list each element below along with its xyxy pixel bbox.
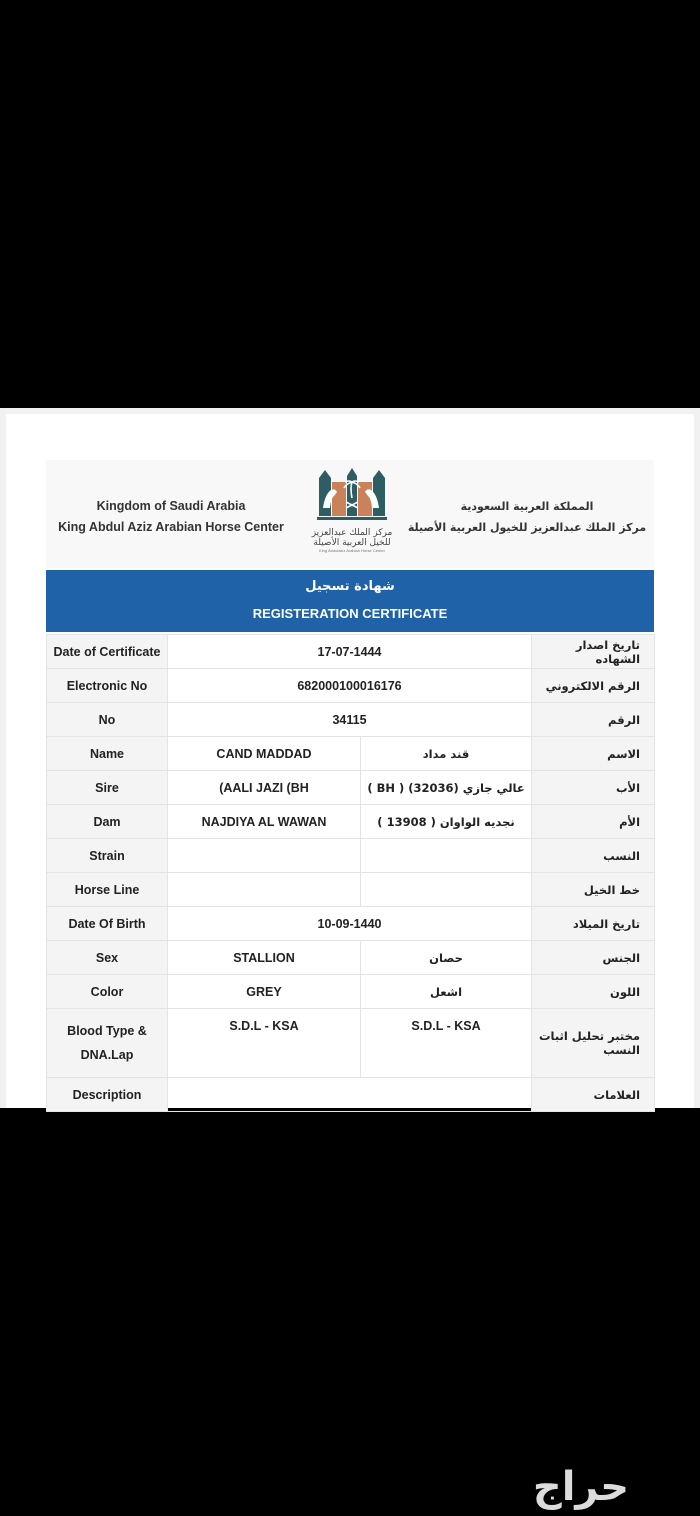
ar-label-date-of-birth: تاريخ الميلاد	[532, 907, 655, 941]
value-date-of-birth: 10-09-1440	[168, 907, 532, 941]
ar-label-blood-type-line2: النسب	[603, 1043, 641, 1057]
value-no: 34115	[168, 703, 532, 737]
value-sex-ar: حصان	[361, 941, 532, 975]
ar-label-name: الاسم	[532, 737, 655, 771]
value-name-en: CAND MADDAD	[168, 737, 361, 771]
certificate-screenshot	[0, 408, 700, 1108]
ar-label-strain: النسب	[532, 839, 655, 873]
ar-label-blood-type-line1: مختبر تحليل اثبات	[538, 1029, 641, 1043]
header-arabic	[402, 496, 652, 538]
header-english	[46, 496, 296, 538]
value-dam-ar: نجديه الواوان ( 13908 )	[361, 805, 532, 839]
ar-label-horse-line: خط الخيل	[532, 873, 655, 907]
label-description: Description	[47, 1078, 168, 1112]
header-ar-center: مركز الملك عبدالعزيز للخيول العربية الأصيلة	[407, 521, 647, 534]
label-strain: Strain	[47, 839, 168, 873]
ar-label-dam: الأم	[532, 805, 655, 839]
row-horse-line	[47, 873, 655, 907]
label-blood-type	[47, 1009, 168, 1078]
label-electronic-no: Electronic No	[47, 669, 168, 703]
value-sire-en: (AALI JAZI (BH	[168, 771, 361, 805]
logo-english-caption: King Abdulaziz Arabian Horse Center	[319, 548, 385, 553]
row-description	[47, 1078, 655, 1112]
ar-label-no: الرقم	[532, 703, 655, 737]
logo-arabic-line2: للخيل العربية الأصيلة	[313, 538, 391, 548]
row-name	[47, 737, 655, 771]
ar-label-sire: الأب	[532, 771, 655, 805]
value-horse-line-en	[168, 873, 361, 907]
value-blood-type-en: S.D.L - KSA	[168, 1009, 361, 1078]
ar-label-description: العلامات	[532, 1078, 655, 1112]
horse-center-logo-icon	[317, 468, 387, 524]
value-color-en: GREY	[168, 975, 361, 1009]
label-sex: Sex	[47, 941, 168, 975]
row-no	[47, 703, 655, 737]
row-sex	[47, 941, 655, 975]
ar-label-sex: الجنس	[532, 941, 655, 975]
certificate-header	[46, 460, 654, 568]
value-sire-ar: عالي جازي (32036) ( BH )	[361, 771, 532, 805]
row-electronic-no	[47, 669, 655, 703]
certificate-table	[46, 634, 655, 1112]
value-horse-line-ar	[361, 873, 532, 907]
row-sire	[47, 771, 655, 805]
banner-arabic-title: شهادة تسجيل	[305, 579, 395, 594]
row-blood-type	[47, 1009, 655, 1078]
value-description	[168, 1078, 532, 1112]
row-color	[47, 975, 655, 1009]
value-color-ar: اشعل	[361, 975, 532, 1009]
value-strain-ar	[361, 839, 532, 873]
label-sire: Sire	[47, 771, 168, 805]
label-color: Color	[47, 975, 168, 1009]
row-strain	[47, 839, 655, 873]
ar-label-color: اللون	[532, 975, 655, 1009]
value-sex-en: STALLION	[168, 941, 361, 975]
label-blood-type-line1: Blood Type &	[67, 1024, 147, 1038]
row-date-of-birth	[47, 907, 655, 941]
row-dam	[47, 805, 655, 839]
center-logo	[300, 468, 404, 568]
value-name-ar: قند مداد	[361, 737, 532, 771]
value-strain-en	[168, 839, 361, 873]
ar-label-blood-type	[532, 1009, 655, 1078]
label-date-of-birth: Date Of Birth	[47, 907, 168, 941]
label-blood-type-line2: DNA.Lap	[80, 1048, 134, 1062]
label-no: No	[47, 703, 168, 737]
label-dam: Dam	[47, 805, 168, 839]
row-date-of-certificate	[47, 635, 655, 669]
header-en-country: Kingdom of Saudi Arabia	[96, 499, 246, 513]
header-ar-country: المملكة العربية السعودية	[460, 500, 594, 513]
value-dam-en: NAJDIYA AL WAWAN	[168, 805, 361, 839]
label-name: Name	[47, 737, 168, 771]
label-date-of-certificate: Date of Certificate	[47, 635, 168, 669]
value-date-of-certificate: 17-07-1444	[168, 635, 532, 669]
logo-arabic-line1: مركز الملك عبدالعزيز	[311, 528, 393, 538]
watermark-text: حراج	[532, 1464, 630, 1510]
certificate-title-banner	[46, 570, 654, 632]
haraj-watermark	[476, 1462, 686, 1512]
value-electronic-no: 682000100016176	[168, 669, 532, 703]
banner-english-title: REGISTERATION CERTIFICATE	[252, 606, 448, 621]
label-horse-line: Horse Line	[47, 873, 168, 907]
value-blood-type-ar: S.D.L - KSA	[361, 1009, 532, 1078]
header-en-center: King Abdul Aziz Arabian Horse Center	[58, 520, 284, 534]
ar-label-electronic-no: الرقم الالكتروني	[532, 669, 655, 703]
ar-label-date-of-certificate: تاريخ اصدار الشهاده	[532, 635, 655, 669]
